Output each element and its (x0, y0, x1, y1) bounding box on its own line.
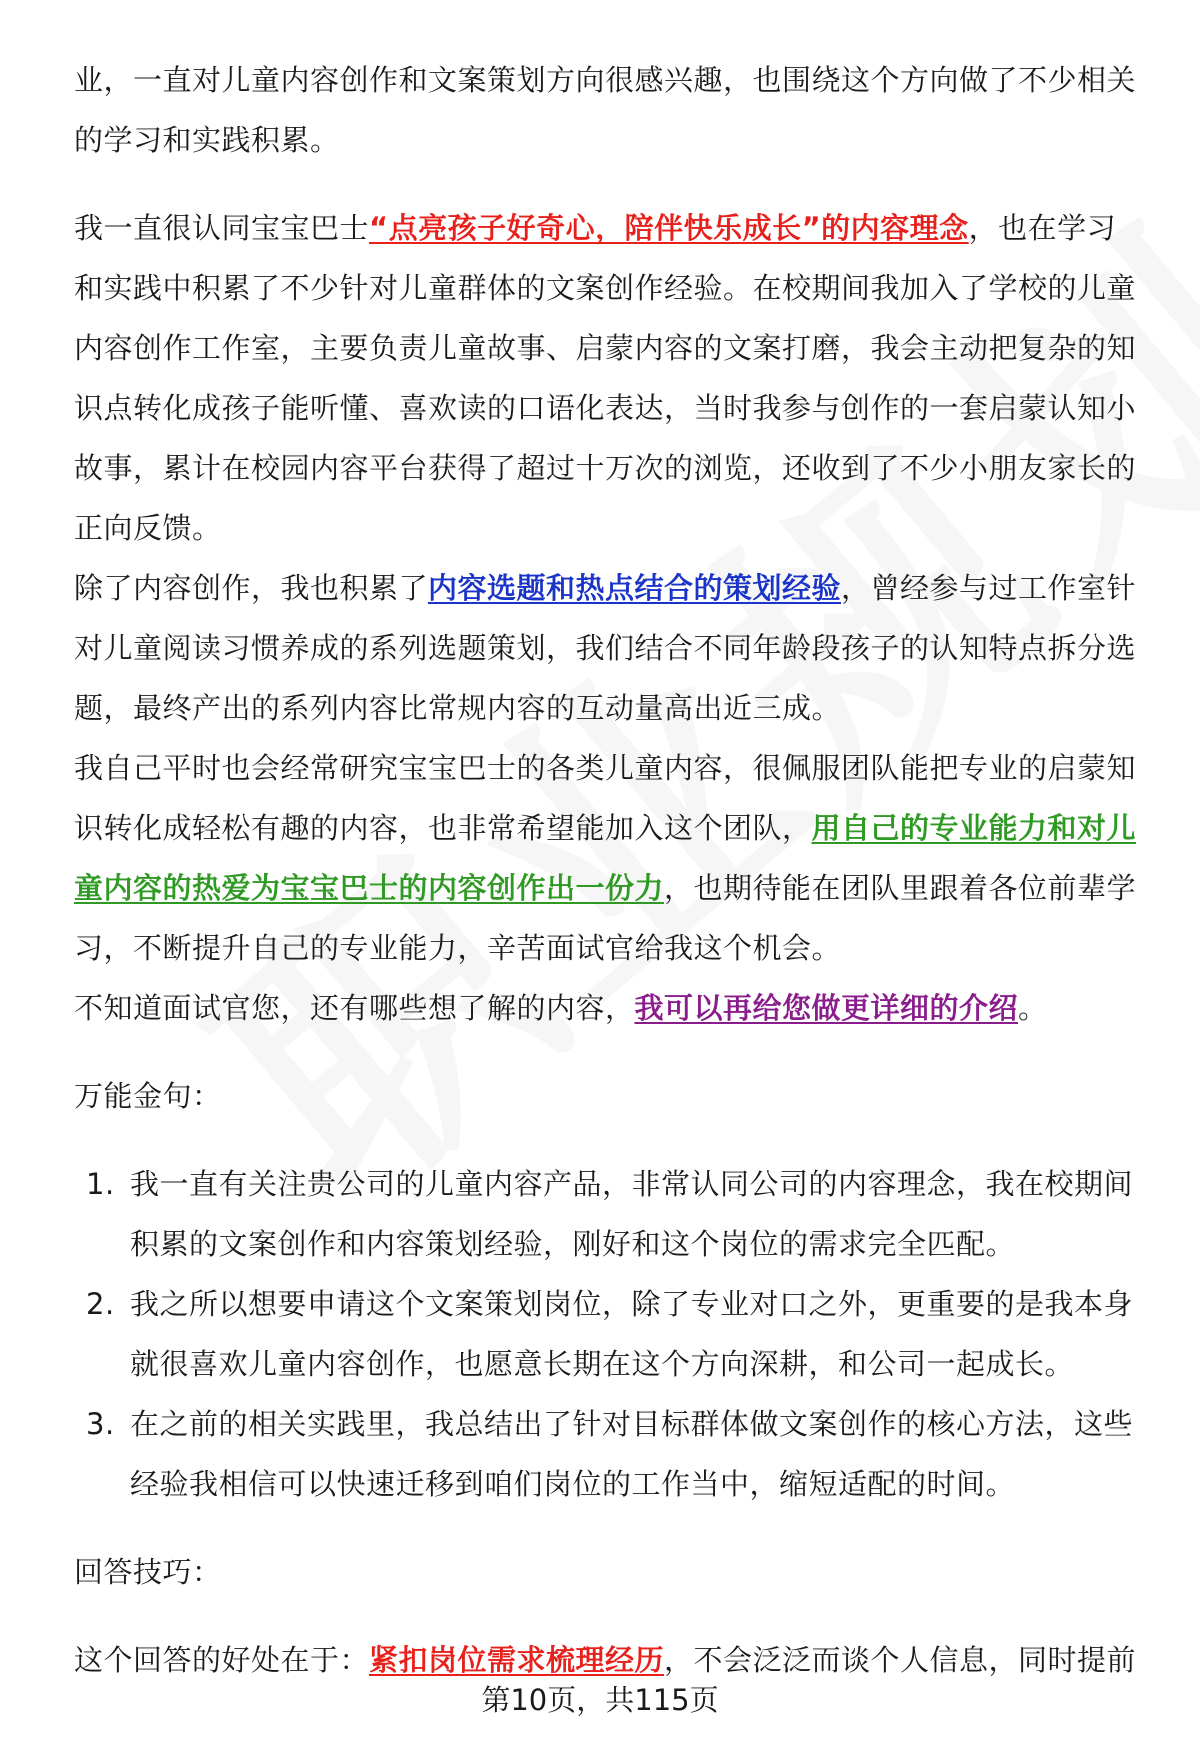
page-number: 第10页，共115页 (481, 1683, 719, 1717)
section-heading-tips: 回答技巧： (74, 1555, 222, 1589)
list-item: 1. 我一直有关注贵公司的儿童内容产品，非常认同公司的内容理念，我在校期间积累的文案创作和内容策划经验，刚好和这个岗位的需求完全匹配。 (86, 1167, 1134, 1261)
list-item: 3. 在之前的相关实践里，我总结出了针对目标群体做文案创作的核心方法，这些经验我相信可以快速迁移到咱们岗位的工作当中，缩短适配的时间。 (86, 1407, 1134, 1501)
highlight-blue: 内容选题和热点结合的策划经验 (428, 571, 842, 605)
paragraph-planning: 除了内容创作，我也积累了内容选题和热点结合的策划经验，曾经参与过工作室针对儿童阅读习惯养成的系列选题策划，我们结合不同年龄段孩子的认知特点拆分选题，最终产出的系列内容比常规内容的互动量高出近三成。 (74, 571, 1137, 725)
paragraph-closing: 不知道面试官您，还有哪些想了解的内容，我可以再给您做更详细的介绍。 (74, 991, 1048, 1025)
golden-sentence-list (74, 1154, 1144, 1514)
highlight-red: “点亮孩子好奇心，陪伴快乐成长”的内容理念 (369, 211, 969, 245)
list-item: 2. 我之所以想要申请这个文案策划岗位，除了专业对口之外，更重要的是我本身就很喜欢儿童内容创作，也愿意长期在这个方向深耕，和公司一起成长。 (86, 1287, 1134, 1381)
paragraph-brand-value: 我一直很认同宝宝巴士“点亮孩子好奇心，陪伴快乐成长”的内容理念，也在学习和实践中积累了不少针对儿童群体的文案创作经验。在校期间我加入了学校的儿童内容创作工作室，主要负责儿童故事、启蒙内容的文案打磨，我会主动把复杂的知识点转化成孩子能听懂、喜欢读的口语化表达，当时我参与创作的一套启蒙认知小故事，累计在校园内容平台获得了超过十万次的浏览，还收到了不少小朋友家长的正向反馈。 (74, 211, 1137, 545)
highlight-red: 紧扣岗位需求梳理经历 (369, 1643, 665, 1677)
highlight-purple: 我可以再给您做更详细的介绍 (634, 991, 1019, 1025)
highlight-green: 用自己的专业能力和对儿童内容的热爱为宝宝巴士的内容创作出一份力 (74, 811, 1137, 905)
paragraph-intro: 业，一直对儿童内容创作和文案策划方向很感兴趣，也围绕这个方向做了不少相关的学习和实践积累。 (74, 63, 1137, 157)
section-heading-golden: 万能金句： (74, 1079, 222, 1113)
document-body (74, 50, 1144, 1690)
paragraph-motivation: 我自己平时也会经常研究宝宝巴士的各类儿童内容，很佩服团队能把专业的启蒙知识转化成轻松有趣的内容，也非常希望能加入这个团队，用自己的专业能力和对儿童内容的热爱为宝宝巴士的内容创作出一份力，也期待能在团队里跟着各位前辈学习，不断提升自己的专业能力，辛苦面试官给我这个机会。 (74, 751, 1137, 965)
paragraph-tips: 这个回答的好处在于：紧扣岗位需求梳理经历，不会泛泛而谈个人信息，同时提前 (74, 1643, 1137, 1677)
